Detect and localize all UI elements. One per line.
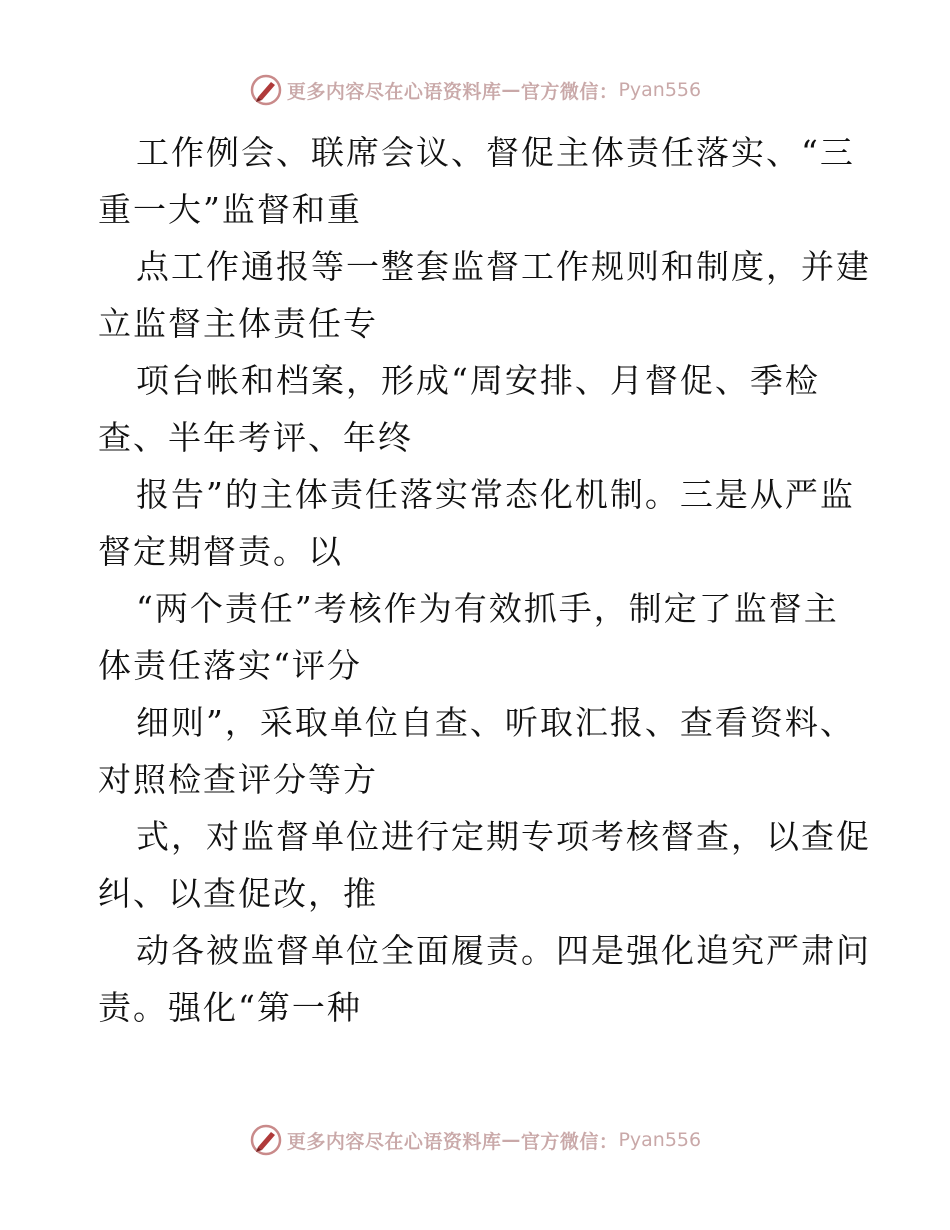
text-line: 督定期督责。以 — [98, 532, 343, 571]
text-line: 式，对监督单位进行定期专项考核督查，以查促 — [136, 817, 871, 856]
text-line: 报告”的主体责任落实常态化机制。三是从严监 — [136, 475, 855, 514]
text-line: 责。强化“第一种 — [98, 988, 362, 1027]
text-line: 纠、以查促改，推 — [98, 874, 378, 913]
watermark-separator: — — [501, 1129, 521, 1151]
pen-logo-icon — [249, 1123, 283, 1157]
watermark-brand: 更多内容尽在心语资料库 — [286, 80, 502, 103]
text-line: 立监督主体责任专 — [98, 304, 378, 343]
watermark-contact-label: 官方微信： — [520, 80, 619, 103]
pen-logo-icon — [249, 73, 283, 107]
watermark-contact-label: 官方微信： — [520, 1130, 619, 1153]
watermark-separator: — — [501, 79, 521, 101]
watermark-handle: Pyan556 — [618, 79, 702, 101]
text-line: 对照检查评分等方 — [98, 760, 378, 799]
header-watermark — [0, 70, 950, 110]
watermark-brand: 更多内容尽在心语资料库 — [286, 1130, 502, 1153]
text-line: 细则”，采取单位自查、听取汇报、查看资料、 — [136, 703, 855, 742]
text-line: “两个责任”考核作为有效抓手，制定了监督主 — [136, 589, 839, 628]
text-line: 动各被监督单位全面履责。四是强化追究严肃问 — [136, 931, 871, 970]
text-line: 查、半年考评、年终 — [98, 418, 413, 457]
text-line: 项台帐和档案，形成“周安排、月督促、季检 — [136, 361, 820, 400]
watermark-handle: Pyan556 — [618, 1129, 702, 1151]
text-line: 工作例会、联席会议、督促主体责任落实、“三 — [136, 133, 855, 172]
text-line: 体责任落实“评分 — [98, 646, 362, 685]
footer-watermark — [0, 1120, 950, 1160]
text-line: 点工作通报等一整套监督工作规则和制度，并建 — [136, 247, 871, 286]
text-line: 重一大”监督和重 — [98, 190, 362, 229]
document-body — [98, 124, 871, 1036]
